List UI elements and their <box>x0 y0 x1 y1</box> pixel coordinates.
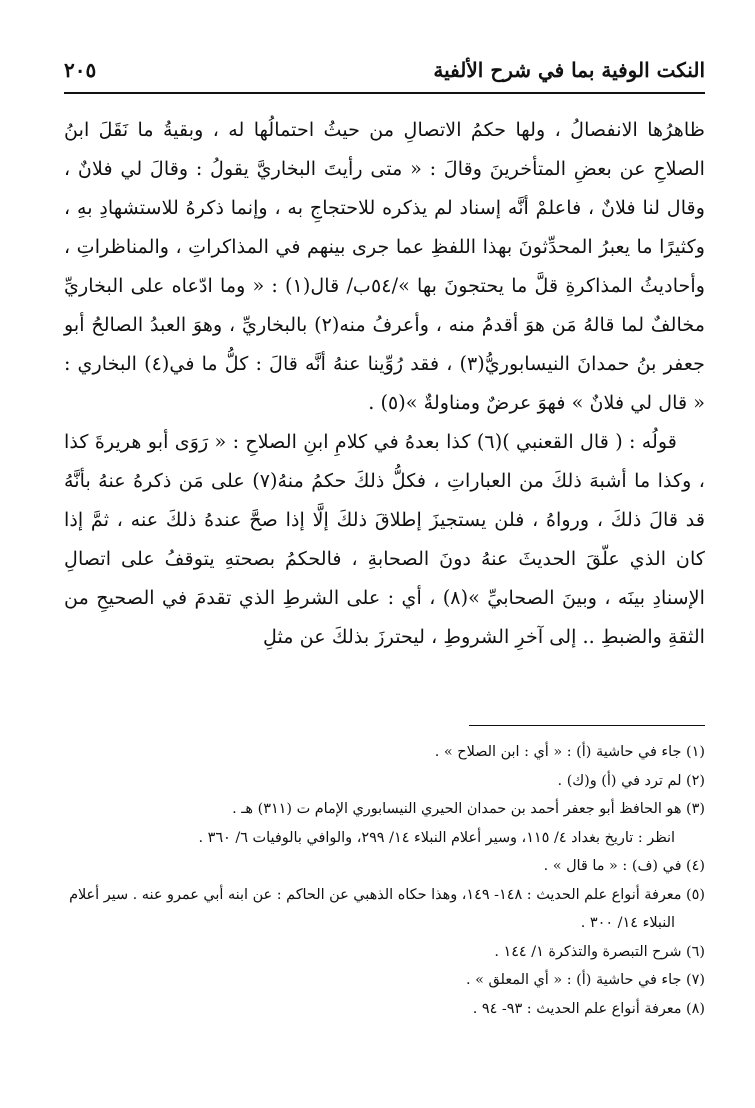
paragraph: ظاهرُها الانفصالُ ، ولها حكمُ الاتصالِ من حيثُ احتمالُها له ، وبقيةُ ما نَقَلَ ابنُ الصلاحِ عن بعضِ المتأخرينَ وقالَ : « متى رأيتَ البخاريَّ يقولُ : وقالَ لي فلانٌ ، وقال لنا فلانٌ ، فاعلمْ أنَّه إسناد لم يذكره للاحتجاجِ به ، وإنما ذكرهُ للاستشهادِ بهِ ، وكثيرًا ما يعبرُ المحدِّثونَ بهذا اللفظِ عما جرى بينهم في المذاكراتِ ، والمناظراتِ ، وأحاديثُ المذاكرةِ قلَّ ما يحتجونَ بها »/٥٤ب/ قال(١) : « وما ادّعاه على البخاريِّ مخالفٌ لما قالهُ مَن هوَ أقدمُ منه ، وأعرفُ منه(٢) بالبخاريِّ ، وهوَ العبدُ الصالحُ أبو جعفر بنُ حمدانَ النيسابوريُّ(٣) ، فقد رُوِّينا عنهُ أنَّه قالَ : كلُّ ما في(٤) البخاري : « قال لي فلانٌ » فهوَ عرضٌ ومناولةٌ »(٥) . <box>64 118 706 414</box>
footnote: (٥) معرفة أنواع علم الحديث : ١٤٨- ١٤٩، وهذا حكاه الذهبي عن الحاكم : عن ابنه أبي عمرو عنه . سير أعلام النبلاء ١٤/ ٣٠٠ . <box>69 886 705 931</box>
paragraph: قولُه : ( قال القعنبي )(٦) كذا بعدهُ في كلامِ ابنِ الصلاحِ : « رَوَى أبو هريرةَ كذا ، وكذا ما أشبهَ ذلكَ من العباراتِ ، فكلُّ ذلكَ حكمُ منهُ(٧) على مَن ذكرهُ عنهُ بأنَّهُ قد قالَ ذلكَ ، ورواهُ ، فلن يستجيزَ إطلاقَ ذلكَ إلَّا إذا صحَّ عندهُ ذلكَ عنه ، ثمَّ إذا كان الذي علّقَ الحديثَ عنهُ دونَ الصحابةِ ، فالحكمُ بصحتهِ يتوقفُ على اتصالِ الإسنادِ بينَه ، وبينَ الصحابيِّ »(٨) ، أي : على الشرطِ الذي تقدمَ في الصحيحِ من الثقةِ والضبطِ .. إلى آخرِ الشروطِ ، ليحترزَ بذلكَ عن مثلِ <box>64 430 705 648</box>
footnote: (١) جاء في حاشية (أ) : « أي : ابن الصلاح » . <box>434 744 705 760</box>
footnote-continuation: انظر : تاريخ بغداد ٤/ ١١٥، وسير أعلام النبلاء ١٤/ ٢٩٩، والوافي بالوفيات ٦/ ٣٦٠ . <box>198 829 675 846</box>
page-number: ٢٠٥ <box>64 58 97 82</box>
running-header <box>64 56 705 94</box>
footnotes <box>64 738 705 1023</box>
footnote: (٦) شرح التبصرة والتذكرة ١/ ١٤٤ . <box>494 943 705 960</box>
footnote: (٣) هو الحافظ أبو جعفر أحمد بن حمدان الحيري النيسابوري الإمام ت (٣١١) هـ . <box>232 801 705 817</box>
footnote: (٢) لم ترد في (أ) و(ك) . <box>557 772 705 789</box>
footnote: (٧) جاء في حاشية (أ) : « أي المعلق » . <box>466 972 705 988</box>
footnote: (٨) معرفة أنواع علم الحديث : ٩٣- ٩٤ . <box>472 1000 705 1017</box>
footnote-separator <box>469 725 705 726</box>
main-text <box>64 110 705 656</box>
footnote: (٤) في (ف) : « ما قال » . <box>543 858 705 874</box>
running-title: النكت الوفية بما في شرح الألفية <box>433 58 705 82</box>
